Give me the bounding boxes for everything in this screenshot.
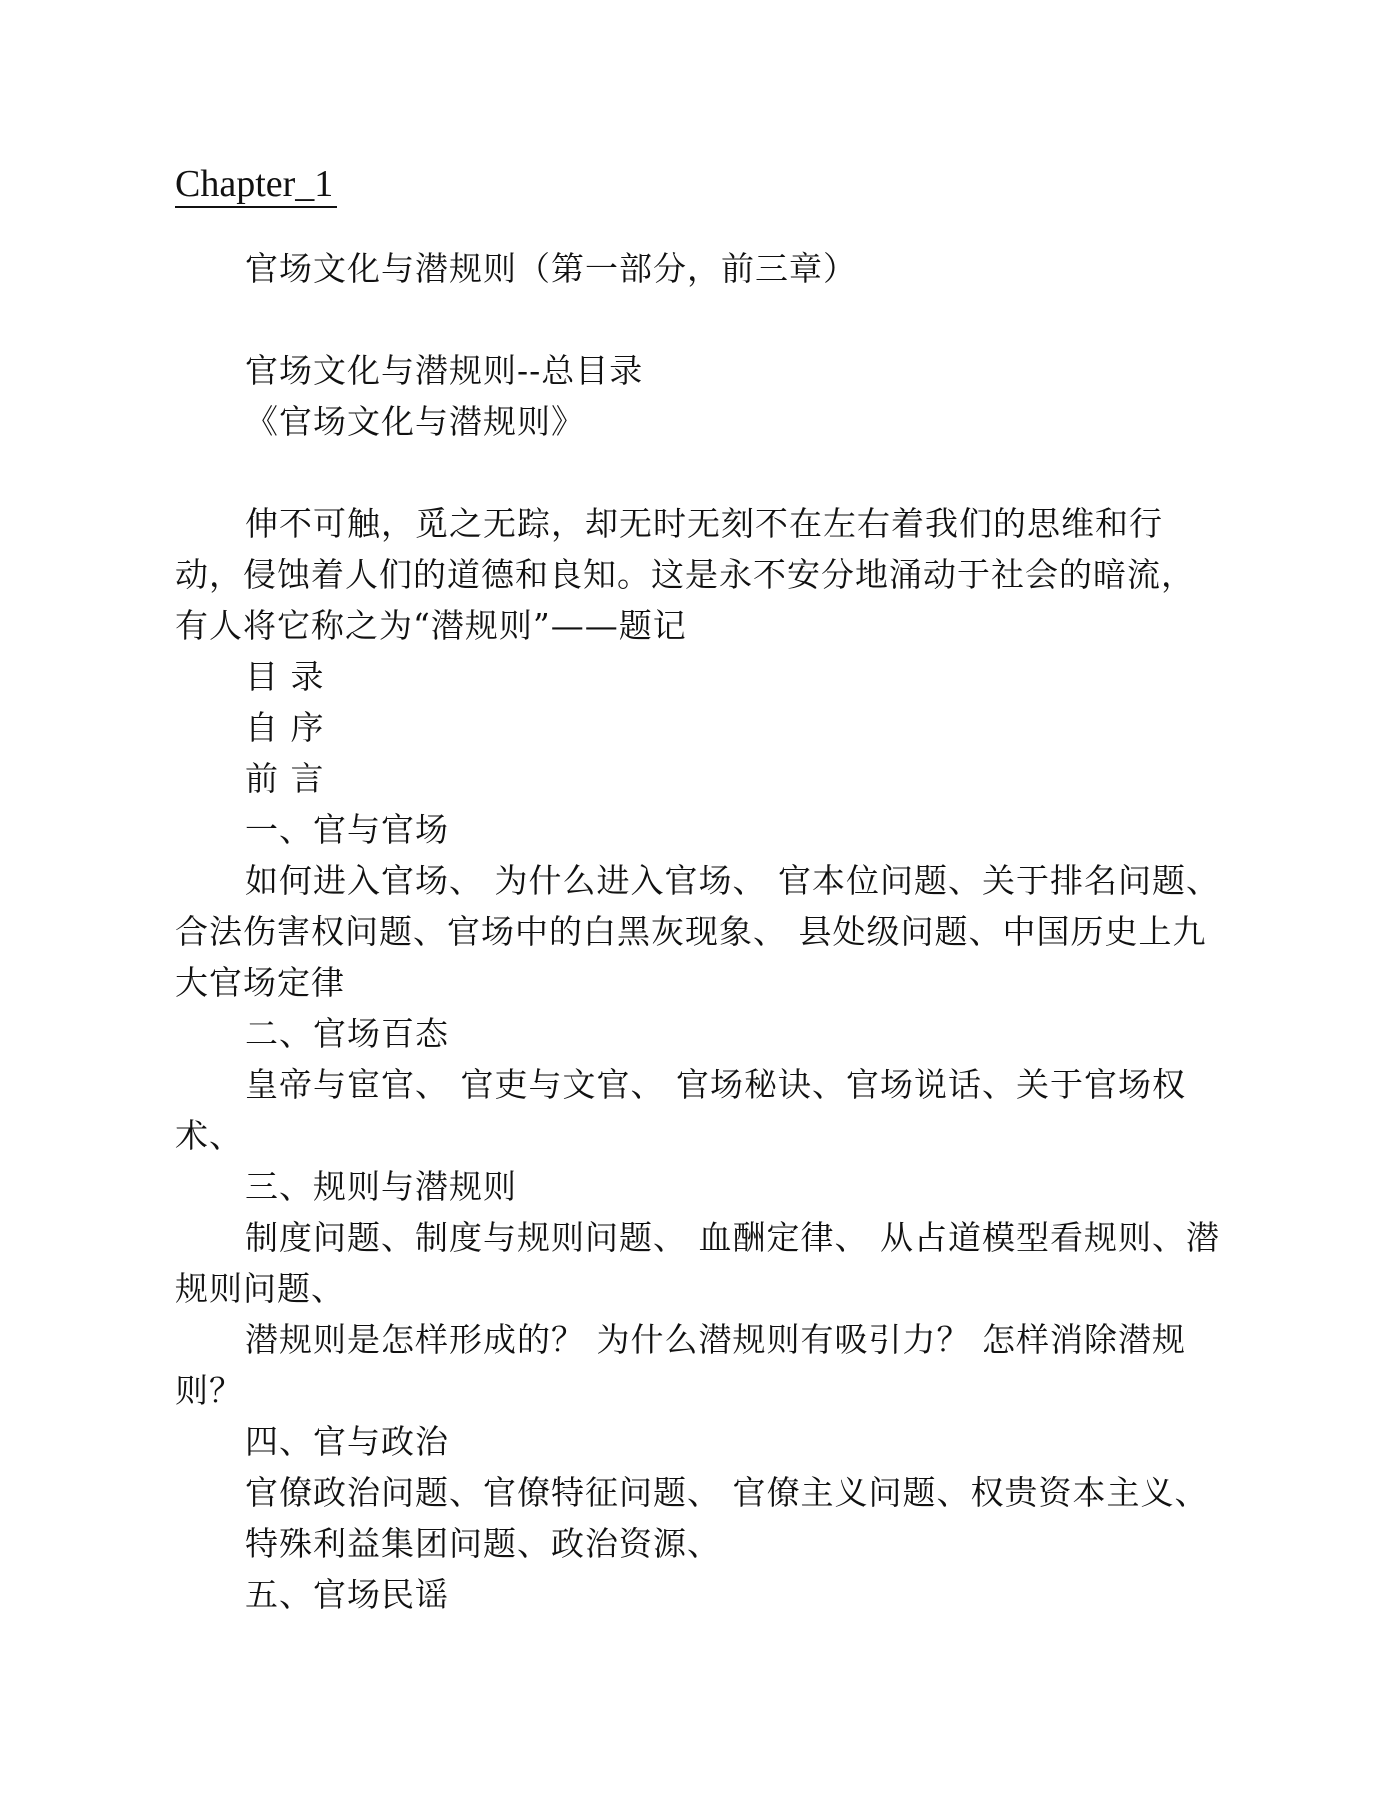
toc-heading: 官场文化与潜规则--总目录 <box>245 351 644 390</box>
section-topics: 官僚政治问题、官僚特征问题、 官僚主义问题、权贵资本主义、 <box>245 1473 1209 1512</box>
epigraph: 伸不可触，觅之无踪，却无时无刻不在左右着我们的思维和行动，侵蚀着人们的道德和良知。这是永不安分地涌动于社会的暗流，有人将它称之为“潜规则”——题记 <box>175 504 1195 645</box>
section-heading: 五、官场民谣 <box>245 1575 449 1614</box>
section-topics: 制度问题、制度与规则问题、 血酬定律、 从占道模型看规则、潜规则问题、 <box>175 1218 1220 1308</box>
preface-entry: 自 序 <box>245 708 325 747</box>
toc-label: 目 录 <box>245 657 325 696</box>
book-title: 《官场文化与潜规则》 <box>245 402 585 441</box>
foreword-entry: 前 言 <box>245 759 325 798</box>
section-topics: 皇帝与宦官、 官吏与文官、 官场秘诀、官场说话、关于官场权术、 <box>175 1065 1186 1155</box>
blank-line <box>175 294 1225 345</box>
section-topics: 潜规则是怎样形成的？ 为什么潜规则有吸引力？ 怎样消除潜规则？ <box>175 1320 1186 1410</box>
section-topics: 如何进入官场、 为什么进入官场、 官本位问题、关于排名问题、合法伤害权问题、官场中的白黑灰现象、 县处级问题、中国历史上九大官场定律 <box>175 861 1220 1002</box>
section-heading: 四、官与政治 <box>245 1422 449 1461</box>
blank-line <box>175 447 1225 498</box>
section-topics: 特殊利益集团问题、政治资源、 <box>245 1524 721 1563</box>
book-title-part: 官场文化与潜规则（第一部分，前三章） <box>245 249 857 288</box>
chapter-heading: Chapter_1 <box>175 162 337 208</box>
section-heading: 三、规则与潜规则 <box>245 1167 517 1206</box>
section-heading: 一、官与官场 <box>245 810 449 849</box>
document-body <box>175 243 1225 1620</box>
section-heading: 二、官场百态 <box>245 1014 449 1053</box>
